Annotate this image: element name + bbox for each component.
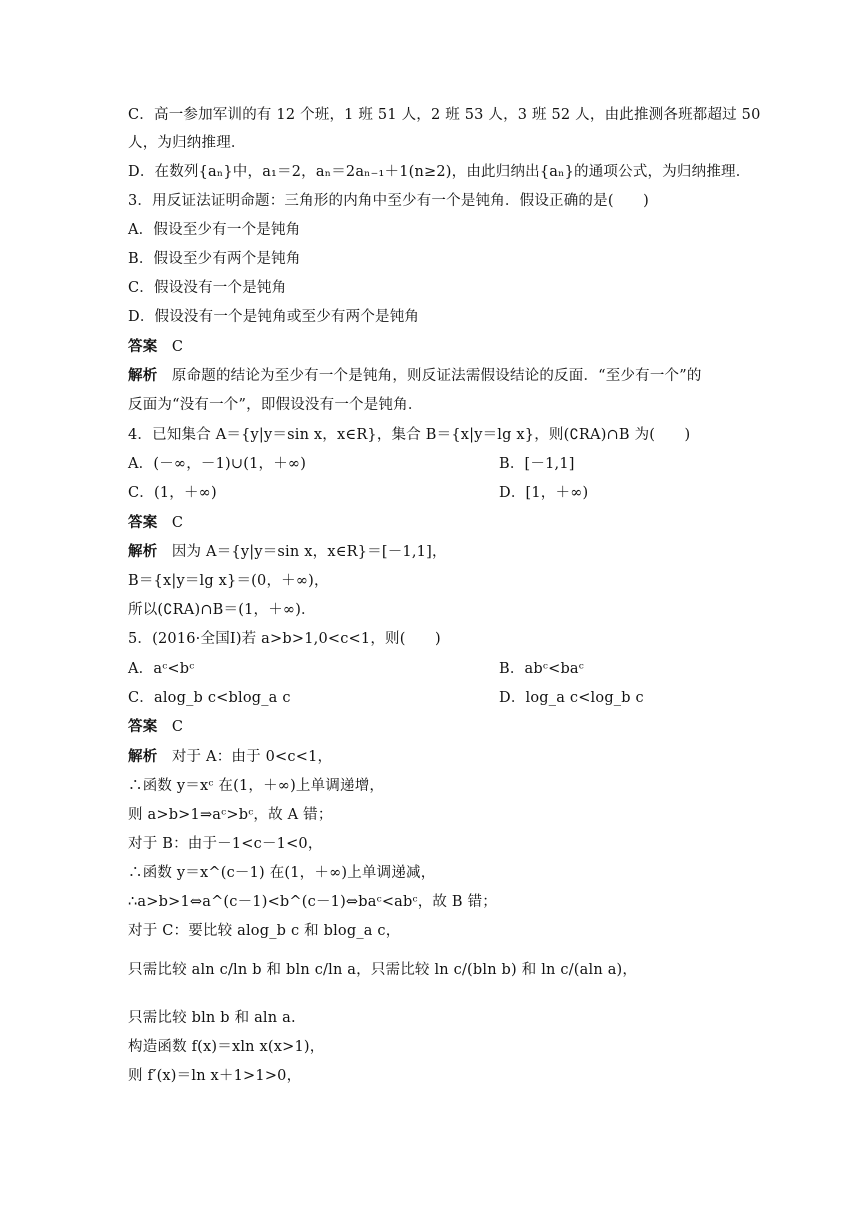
analysis-text: 原命题的结论为至少有一个是钝角，则反证法需假设结论的反面．“至少有一个”的 xyxy=(171,368,702,384)
answer-label: 答案 xyxy=(128,514,158,531)
analysis-text: 对于 A：由于 0<c<1， xyxy=(171,749,333,765)
q5-option-b: B．abᶜ<baᶜ xyxy=(499,661,584,677)
q4-analysis-line3: 所以(∁RA)∩B＝(1，＋∞)． xyxy=(128,602,316,618)
analysis-label: 解析 xyxy=(128,543,158,560)
q5-analysis-line8-fractions: 只需比较 aln c/ln b 和 bln c/ln a，只需比较 ln c/(bln b) 和 ln c/(aln a)， xyxy=(128,962,638,978)
q3-option-d: D．假设没有一个是钝角或至少有两个是钝角 xyxy=(128,309,420,325)
q4-options-row1 xyxy=(128,455,575,473)
q5-analysis-line1 xyxy=(128,748,332,766)
answer-value: C xyxy=(171,515,184,531)
q4-options-row2 xyxy=(128,484,589,502)
q3-analysis-line1 xyxy=(128,367,702,385)
q5-analysis-line3: 则 a>b>1⇒aᶜ>bᶜ，故 A 错； xyxy=(128,807,333,823)
q2-option-c-line2: 人，为归纳推理． xyxy=(128,135,246,151)
analysis-label: 解析 xyxy=(128,367,158,384)
q5-analysis-line10: 构造函数 f(x)＝xln x(x>1)， xyxy=(128,1039,325,1055)
q3-option-a: A．假设至少有一个是钝角 xyxy=(128,222,301,238)
q4-stem: 4．已知集合 A＝{y|y＝sin x，x∈R}，集合 B＝{x|y＝lg x}，则(∁RA)∩B 为( ) xyxy=(128,427,691,443)
q3-analysis-line2: 反面为“没有一个”，即假设没有一个是钝角． xyxy=(128,397,423,413)
q3-option-b: B．假设至少有两个是钝角 xyxy=(128,251,301,267)
q4-analysis-line1 xyxy=(128,543,447,561)
q5-options-row1 xyxy=(128,660,584,678)
q5-analysis-line11: 则 f′(x)＝ln x＋1>1>0， xyxy=(128,1068,302,1084)
q4-option-a: A．(－∞，－1)∪(1，＋∞) xyxy=(128,456,307,472)
q2-option-c-line1: C．高一参加军训的有 12 个班，1 班 51 人，2 班 53 人，3 班 52 人，由此推测各班都超过 50 xyxy=(128,107,761,123)
q4-analysis-line2: B＝{x|y＝lg x}＝(0，＋∞)， xyxy=(128,573,329,589)
q5-answer xyxy=(128,718,183,736)
analysis-label: 解析 xyxy=(128,748,158,765)
q5-options-row2 xyxy=(128,689,644,707)
q3-answer xyxy=(128,338,183,356)
q5-option-d: D．log_a c<log_b c xyxy=(499,690,644,706)
answer-label: 答案 xyxy=(128,718,158,735)
answer-label: 答案 xyxy=(128,338,158,355)
q5-analysis-line9: 只需比较 bln b 和 aln a. xyxy=(128,1010,296,1026)
q3-option-c: C．假设没有一个是钝角 xyxy=(128,280,287,296)
q5-analysis-line4: 对于 B：由于－1<c－1<0， xyxy=(128,836,323,852)
q4-option-b: B．[－1,1] xyxy=(499,456,575,472)
q3-stem: 3．用反证法证明命题：三角形的内角中至少有一个是钝角．假设正确的是( ) xyxy=(128,193,649,209)
analysis-text: 因为 A＝{y|y＝sin x，x∈R}＝[－1,1]， xyxy=(171,544,447,560)
q2-option-d: D．在数列{aₙ}中，a₁＝2，aₙ＝2aₙ₋₁＋1(n≥2)，由此归纳出{aₙ}的通项公式，为归纳推理． xyxy=(128,164,751,180)
q5-option-c: C．alog_b c<blog_a c xyxy=(128,690,291,706)
answer-value: C xyxy=(171,719,184,735)
q5-option-a: A．aᶜ<bᶜ xyxy=(128,661,195,677)
answer-value: C xyxy=(171,339,184,355)
q5-analysis-line5: ∴函数 y＝x^(c－1) 在(1，＋∞)上单调递减， xyxy=(128,865,436,881)
q5-analysis-line2: ∴函数 y＝xᶜ 在(1，＋∞)上单调递增， xyxy=(128,778,385,794)
q4-option-d: D．[1，＋∞) xyxy=(499,485,589,501)
q4-answer xyxy=(128,514,183,532)
q5-analysis-line7: 对于 C：要比较 alog_b c 和 blog_a c， xyxy=(128,923,401,939)
q5-stem: 5．(2016·全国Ⅰ)若 a>b>1,0<c<1，则( ) xyxy=(128,631,441,647)
q4-option-c: C．(1，＋∞) xyxy=(128,485,217,501)
q5-analysis-line6: ∴a>b>1⇔a^(c－1)<b^(c－1)⇔baᶜ<abᶜ，故 B 错； xyxy=(128,894,497,910)
